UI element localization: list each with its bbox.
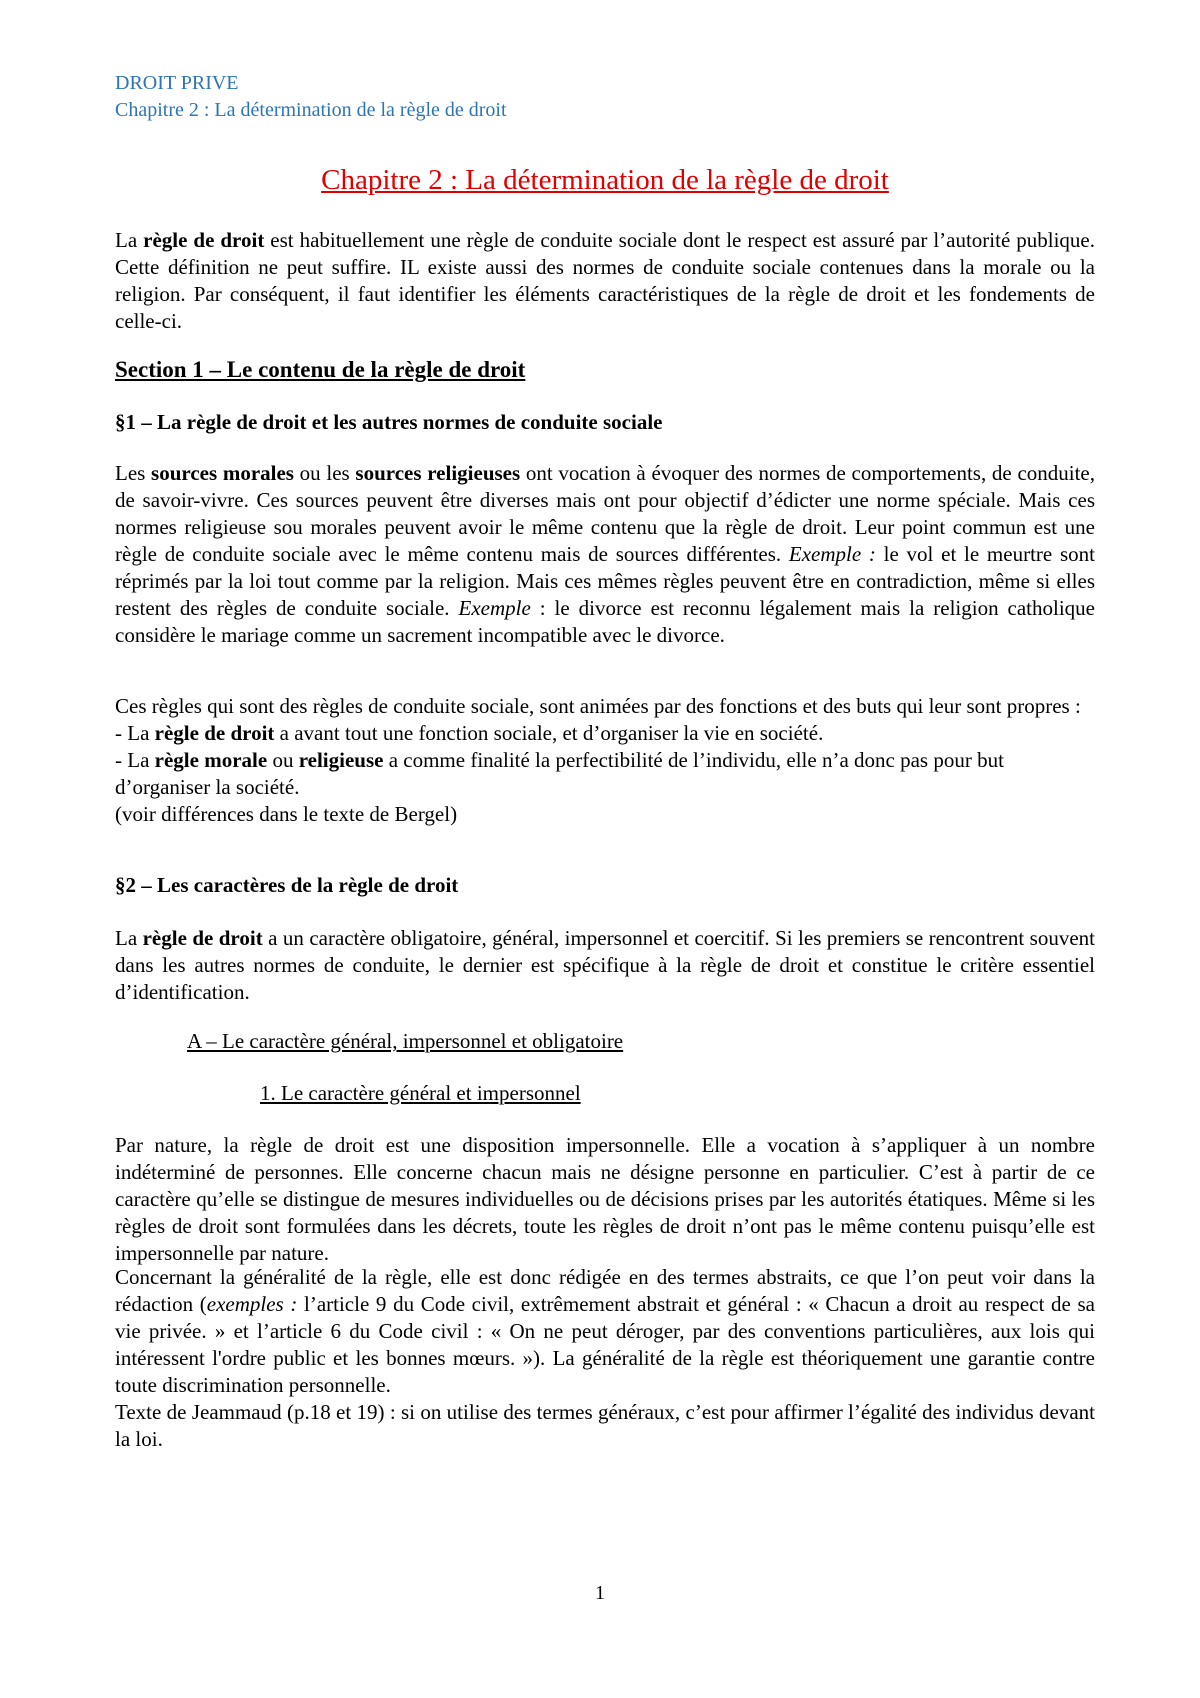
text-run: l’article 9 du Code civil, extrêmement abstrait et général : « Chacun a droit au respect de sa vie privée. » et l’article 6 du Code civil : « On ne peut déroger, par des conventions particulières, aux lois qui intéressent l'ordre public et les bonnes mœurs. »). La généralité de la règle est théoriquement une garantie contre toute discrimination personnelle.	[115, 1292, 1095, 1397]
text-run: La	[115, 926, 143, 950]
text-run: a un caractère obligatoire, général, impersonnel et coercitif. Si les premiers se rencontrent souvent dans les autres normes de conduite, le dernier est spécifique à la règle de droit et constitue le critère essentiel d’identification.	[115, 926, 1095, 1004]
subheading-a	[115, 1028, 1095, 1055]
bullet-moral-rule	[115, 747, 1095, 801]
impersonal-paragraph: Par nature, la règle de droit est une disposition impersonnelle. Elle a vocation à s’appliquer à un nombre indéterminé de personnes. Elle concerne chacun mais ne désigne personne en particulier. C’est à partir de ce caractère qu’elle se distingue de mesures individuelles ou de décisions prises par les autorités étatiques. Même si les règles de droit sont formulées dans les décrets, toute les règles de droit n’ont pas le même contenu puisqu’elle est impersonnelle par nature.	[115, 1133, 1095, 1265]
bold-term: règle morale	[154, 748, 268, 772]
text-run: La	[115, 228, 144, 252]
paragraph-2-title: §2 – Les caractères de la règle de droit	[115, 873, 459, 897]
text-run: Concernant la généralité de la règle, elle est donc rédigée en des termes abstraits, ce que l’on peut voir dans la rédaction (	[115, 1265, 1095, 1316]
text-run: : le divorce est reconnu légalement mais la religion catholique considère le mariage comme un sacrement incompatible avec le divorce.	[115, 596, 1095, 647]
text-run: ou les	[293, 461, 356, 485]
italic-term: exemples :	[206, 1292, 298, 1316]
italic-term: Exemple	[458, 596, 531, 620]
paragraph-1-title: §1 – La règle de droit et les autres normes de conduite sociale	[115, 410, 663, 434]
text-run: ont vocation à évoquer des normes de comportements, de conduite, de savoir-vivre. Ces sources peuvent être diverses mais ont pour objectif d’édicter une norme spéciale. Mais ces normes religieuse sou morales peuvent avoir le même contenu que la règle de droit. Leur point commun est une règle de conduite sociale avec le même contenu mais de sources différentes.	[115, 461, 1096, 566]
running-header	[115, 70, 1095, 124]
chapter-title: Chapitre 2 : La détermination de la règle de droit	[321, 164, 889, 196]
bold-term: religieuse	[298, 748, 384, 772]
bold-term: règle de droit	[154, 721, 275, 745]
functions-paragraph	[115, 693, 1095, 828]
bold-term: règle de droit	[142, 926, 263, 950]
bullet-rule-of-law	[115, 720, 1095, 747]
functions-intro: Ces règles qui sont des règles de conduite sociale, sont animées par des fonctions et des buts qui leur sont propres :	[115, 694, 1081, 718]
intro-paragraph	[115, 227, 1095, 335]
characters-paragraph	[115, 925, 1095, 1006]
text-run: a comme finalité la perfectibilité de l’individu, elle n’a donc pas pour but d’organiser la société.	[115, 748, 1004, 799]
text-run: a avant tout une fonction sociale, et d’organiser la vie en société.	[274, 721, 824, 745]
text-run: Les	[115, 461, 152, 485]
text-run: le vol et le meurtre sont réprimés par la loi tout comme par la religion. Mais ces mêmes règles peuvent être en contradiction, même si elles restent des règles de conduite sociale.	[115, 542, 1095, 620]
text-run: est habituellement une règle de conduite sociale dont le respect est assuré par l’autorité publique. Cette définition ne peut suffire. IL existe aussi des normes de conduite sociale contenues dans la morale ou la religion. Par conséquent, il faut identifier les éléments caractéristiques de la règle de droit et les fondements de celle-ci.	[115, 228, 1095, 333]
subheading-a-text: A – Le caractère général, impersonnel et obligatoire	[187, 1029, 624, 1053]
bold-term: règle de droit	[143, 228, 265, 252]
header-chapter: Chapitre 2 : La détermination de la règle de droit	[115, 99, 507, 121]
jeammaud-paragraph: Texte de Jeammaud (p.18 et 19) : si on utilise des termes généraux, c’est pour affirmer l’égalité des individus devant la loi.	[115, 1400, 1095, 1451]
italic-term: Exemple :	[788, 542, 876, 566]
generality-paragraph	[115, 1264, 1095, 1399]
section-1-title: Section 1 – Le contenu de la règle de droit	[115, 357, 526, 382]
subheading-1-text: 1. Le caractère général et impersonnel	[260, 1081, 581, 1105]
bergel-note: (voir différences dans le texte de Bergel)	[115, 802, 458, 826]
page-number: 1	[595, 1582, 605, 1604]
text-run: ou	[267, 748, 299, 772]
text-run: - La	[115, 748, 155, 772]
subheading-1	[115, 1080, 1095, 1107]
morals-paragraph	[115, 460, 1095, 649]
bold-term: sources religieuses	[355, 461, 521, 485]
bold-term: sources morales	[151, 461, 294, 485]
text-run: - La	[115, 721, 155, 745]
header-course: DROIT PRIVE	[115, 72, 239, 94]
